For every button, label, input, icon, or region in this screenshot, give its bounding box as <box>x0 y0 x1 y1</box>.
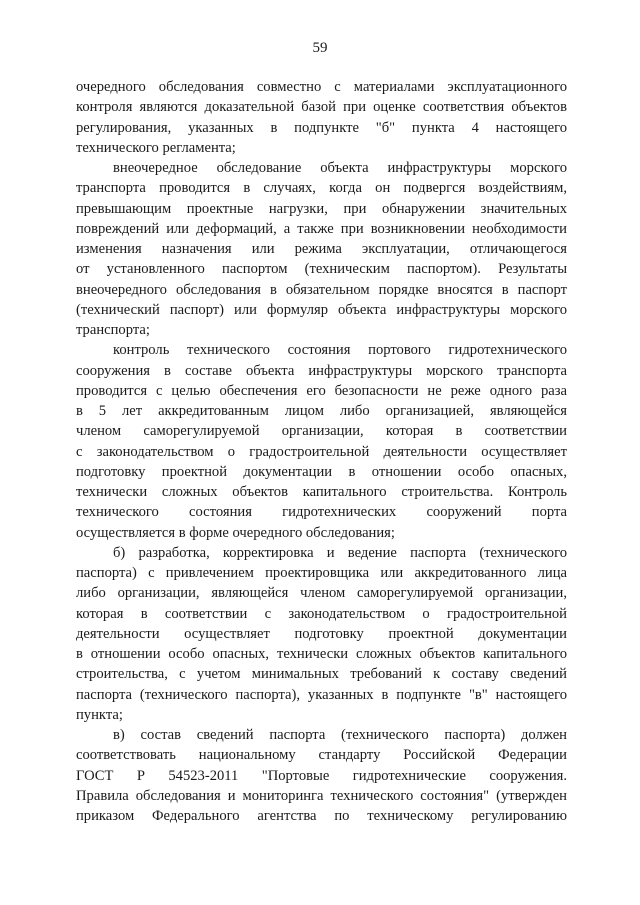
text-line: либо организации, являющейся членом саморегулируемой организации, <box>76 585 567 602</box>
text-line: изменения назначения или режима эксплуатации, отличающегося <box>76 241 567 257</box>
text-line: паспорта) с привлечением проектировщика или аккредитованного лица <box>76 565 567 581</box>
text-line: в 5 лет аккредитованным лицом либо организацией, являющейся <box>76 403 567 419</box>
text-line: деятельности осуществляет подготовку проектной документации <box>76 625 567 642</box>
text-line: технического состояния гидротехнических сооружений порта <box>76 504 567 521</box>
text-line: повреждений или деформаций, а также при возникновении необходимости <box>76 220 567 237</box>
text-line: б) разработка, корректировка и ведение паспорта (технического <box>113 544 567 561</box>
body-text <box>76 77 567 826</box>
text-line: пункта; <box>76 706 123 723</box>
text-line: от установленного паспортом (техническим паспортом). Результаты <box>76 261 567 278</box>
text-line: транспорта; <box>76 322 150 338</box>
text-line: приказом Федерального агентства по техническому регулированию <box>76 808 567 824</box>
text-line: внеочередное обследование объекта инфраструктуры морского <box>113 160 567 176</box>
text-line: технического регламента; <box>76 139 236 156</box>
text-line: паспорта (технического паспорта), указанных в подпункте "в" настоящего <box>76 686 567 703</box>
text-line: ГОСТ Р 54523-2011 "Портовые гидротехнические сооружения. <box>76 767 567 784</box>
text-line: контроль технического состояния портового гидротехнического <box>113 342 567 359</box>
page-number: 59 <box>312 40 328 56</box>
text-line: которая в соответствии с законодательством о градостроительной <box>76 605 567 622</box>
text-line: строительства, с учетом минимальных требований к составу сведений <box>76 666 567 683</box>
text-line: превышающим проектные нагрузки, при обнаружении значительных <box>76 200 567 217</box>
text-line: Правила обследования и мониторинга технического состояния" (утвержден <box>76 787 567 804</box>
text-line: (технический паспорт) или формуляр объекта инфраструктуры морского <box>76 301 567 318</box>
text-line: с законодательством о градостроительной деятельности осуществляет <box>76 443 567 460</box>
text-line: в отношении особо опасных, технически сложных объектов капитального <box>76 646 567 662</box>
text-line: регулирования, указанных в подпункте "б" пункта 4 настоящего <box>76 119 567 136</box>
text-line: членом саморегулируемой организации, которая в соответствии <box>76 423 567 440</box>
text-line: осуществляется в форме очередного обследования; <box>76 524 395 541</box>
text-line: транспорта проводится в случаях, когда он подвергся воздействиям, <box>76 180 567 197</box>
text-line: подготовку проектной документации в отношении особо опасных, <box>76 463 567 480</box>
text-line: контроля являются доказательной базой при оценке соответствия объектов <box>76 99 567 116</box>
text-line: технически сложных объектов капитального строительства. Контроль <box>76 484 567 500</box>
text-line: в) состав сведений паспорта (технического паспорта) должен <box>113 727 567 743</box>
text-line: очередного обследования совместно с материалами эксплуатационного <box>76 79 567 95</box>
text-line: внеочередного обследования в обязательном порядке вносятся в паспорт <box>76 281 567 298</box>
text-line: проводится с целью обеспечения его безопасности не реже одного раза <box>76 382 567 399</box>
text-line: соответствовать национальному стандарту Российской Федерации <box>76 747 567 764</box>
text-line: сооружения в составе объекта инфраструктуры морского транспорта <box>76 362 567 379</box>
